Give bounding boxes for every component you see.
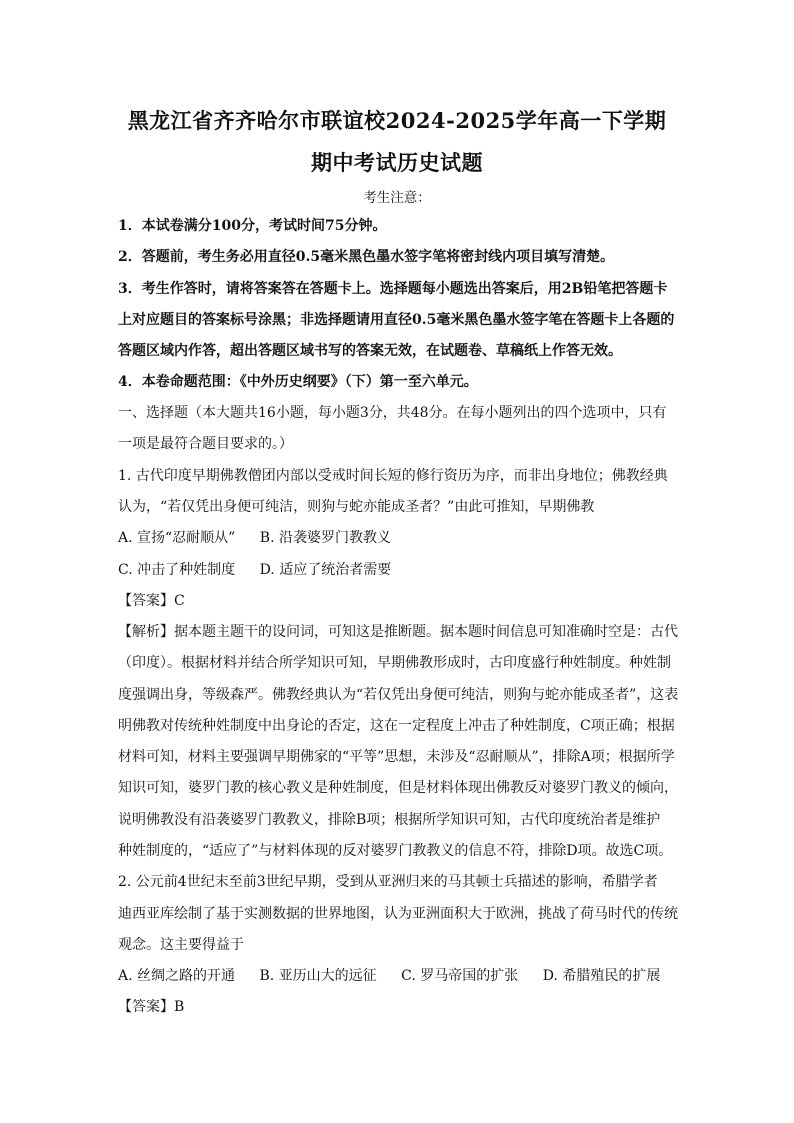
question-1-answer: 【答案】C (118, 593, 185, 609)
section-heading-cont: 一项是最符合题目要求的。） (118, 436, 293, 452)
option-b: B. 亚历山大的远征 (259, 968, 377, 984)
question-1-analysis: （印度）。根据材料并结合所学知识可知，早期佛教形成时，古印度盛行种姓制度。种姓制 (118, 655, 671, 671)
question-1-analysis: 种姓制度的，“适应了”与材料体现的反对婆罗门教教义的信息不符，排除D项。故选C项。 (118, 843, 673, 859)
notice-item: 4．本卷命题范围：《中外历史纲要》（下）第一至六单元。 (118, 374, 478, 390)
question-1-analysis: 【解析】据本题主题干的设问词，可知这是推断题。据本题时间信息可知准确时空是：古代 (118, 624, 678, 640)
question-1-analysis: 明佛教对传统种姓制度中出身论的否定，这在一定程度上冲击了种姓制度，C项正确；根据 (118, 718, 675, 734)
question-1-analysis: 说明佛教没有沿袭婆罗门教教义，排除B项；根据所学知识可知，古代印度统治者是维护 (118, 812, 661, 828)
option-a: A. 丝绸之路的开通 (118, 968, 236, 984)
notice-item: 答题区域内作答，超出答题区域书写的答案无效，在试题卷、草稿纸上作答无效。 (118, 343, 622, 359)
question-1-analysis: 材料可知，材料主要强调早期佛家的“平等”思想，未涉及“忍耐顺从”，排除A项；根据所学 (118, 749, 675, 765)
question-1-stem: 1. 古代印度早期佛教僧团内部以受戒时间长短的修行资历为序，而非出身地位；佛教经典 (118, 468, 668, 484)
question-2-stem: 2. 公元前4世纪末至前3世纪早期，受到从亚洲归来的马其顿士兵描述的影响，希腊学者 (118, 874, 658, 890)
option-c: C. 冲击了种姓制度 (118, 562, 236, 578)
notice-item: 2．答题前，考生务必用直径0.5毫米黑色墨水签字笔将密封线内项目填写清楚。 (118, 249, 615, 265)
question-2-stem: 观念。这主要得益于 (118, 937, 244, 953)
notice-heading: 考生注意： (363, 190, 431, 206)
question-1-analysis: 度强调出身，等级森严。佛教经典认为“若仅凭出身便可纯洁，则狗与蛇亦能成圣者”，这表 (118, 687, 678, 703)
option-d: D. 适应了统治者需要 (259, 562, 392, 578)
option-a: A. 宣扬“忍耐顺从” (118, 530, 236, 546)
exam-title-line2: 期中考试历史试题 (311, 150, 483, 175)
exam-title-line1: 黑龙江省齐齐哈尔市联谊校2024-2025学年高一下学期 (127, 108, 667, 133)
question-2-stem: 迪西亚库绘制了基于实测数据的世界地图，认为亚洲面积大于欧洲，挑战了荷马时代的传统 (118, 906, 678, 922)
notice-item: 上对应题目的答案标号涂黑；非选择题请用直径0.5毫米黑色墨水签字笔在答题卡上各题的 (118, 312, 675, 328)
question-1-options-row2 (118, 560, 411, 580)
option-b: B. 沿袭婆罗门教教义 (259, 530, 391, 546)
question-2-options (118, 966, 680, 986)
option-d: D. 希腊殖民的扩展 (542, 968, 661, 984)
question-1-options-row1 (118, 528, 411, 548)
notice-item: 3．考生作答时，请将答案答在答题卡上。选择题每小题选出答案后，用2B铅笔把答题卡 (118, 281, 668, 297)
notice-item: 1．本试卷满分100分，考试时间75分钟。 (118, 218, 387, 234)
question-1-stem: 认为，“若仅凭出身便可纯洁，则狗与蛇亦能成圣者？”由此可推知，早期佛教 (118, 499, 595, 515)
section-heading: 一、选择题（本大题共16小题，每小题3分，共48分。在每小题列出的四个选项中，只有 (118, 405, 667, 421)
question-2-answer: 【答案】B (118, 999, 185, 1015)
question-1-analysis: 知识可知，婆罗门教的核心教义是种姓制度，但是材料体现出佛教反对婆罗门教义的倾向， (118, 780, 678, 796)
option-c: C. 罗马帝国的扩张 (401, 968, 519, 984)
